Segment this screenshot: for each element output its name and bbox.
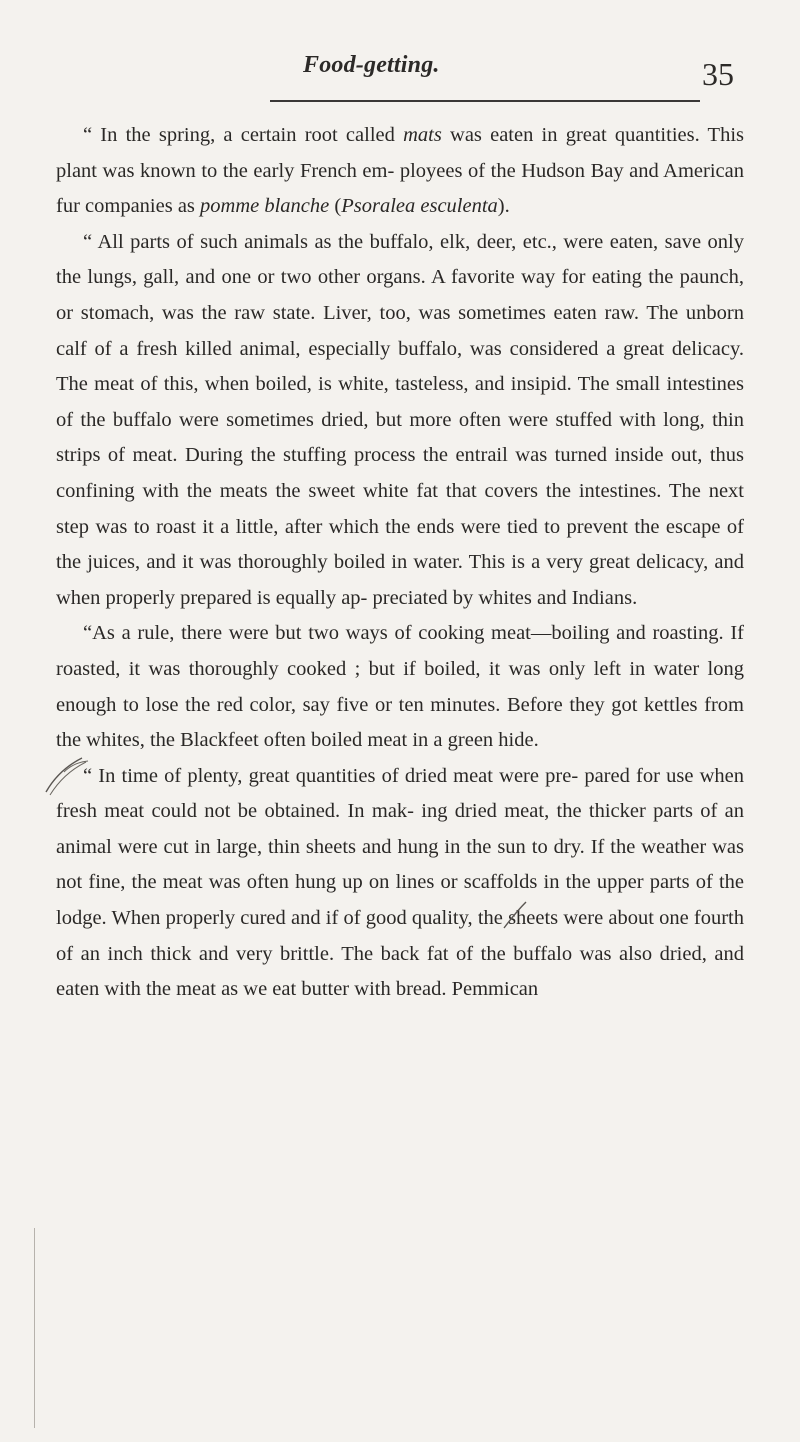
term-pomme-blanche: pomme blanche [200,195,330,218]
paragraph-3: “As a rule, there were but two ways of cooking meat—boiling and roasting. If roasted, it was thoroughly cooked ; but if boiled, it was only left in water long enough to lose the red color, say five or ten minutes. Before they got kettles from the whites, the Blackfeet often boiled meat in a green hide. [56,622,744,752]
body-text [56,118,744,1008]
term-mats: mats [403,124,442,146]
header-rule [270,100,700,102]
paragraph-4: “ In time of plenty, great quantities of dried meat were pre- pared for use when fresh meat could not be obtained. In mak- ing dried meat, the thicker parts of an animal were cut in large, thin sheets and hung in the sun to dry. If the weather was not fine, the meat was often hung up on lines or scaffolds in the upper parts of the lodge. When properly cured and if of good quality, the sheets were about one fourth of an inch thick and very brittle. The back fat of the buffalo was also dried, and eaten with the meat as we eat butter with bread. Pemmican [56,764,744,1001]
paragraph-1 [56,118,744,225]
paragraph-1-text-d: ). [497,195,510,218]
paragraph-1-text-c: ( [329,195,342,218]
paragraph-1-text-b: was eaten in great quantities. This plant was known to the early French em- ployees of the Hudson Bay and American fur companies as [56,124,744,218]
paragraph-2: “ All parts of such animals as the buffalo, elk, deer, etc., were eaten, save only the lungs, gall, and one or two other organs. A favorite way for eating the paunch, or stomach, was the raw state. Liver, too, was sometimes eaten raw. The unborn calf of a fresh killed animal, especially buffalo, was considered a great delicacy. The meat of this, when boiled, is white, tasteless, and insipid. The small intestines of the buffalo were sometimes dried, but more often were stuffed with long, thin strips of meat. During the stuffing process the entrail was turned inside out, thus confining with the meats the sweet white fat that covers the intestines. The next step was to roast it a little, after which the ends were tied to prevent the escape of the juices, and it was thoroughly boiled in water. This is a very great delicacy, and when properly prepared is equally ap- preciated by whites and Indians. [56,230,744,609]
running-head: Food-getting. [303,52,440,78]
page-number: 35 [702,56,734,92]
margin-line [34,1228,35,1428]
paragraph-1-text-a: “ In the spring, a certain root called [83,124,404,146]
term-psoralea-esculenta: Psoralea esculenta [341,195,498,218]
